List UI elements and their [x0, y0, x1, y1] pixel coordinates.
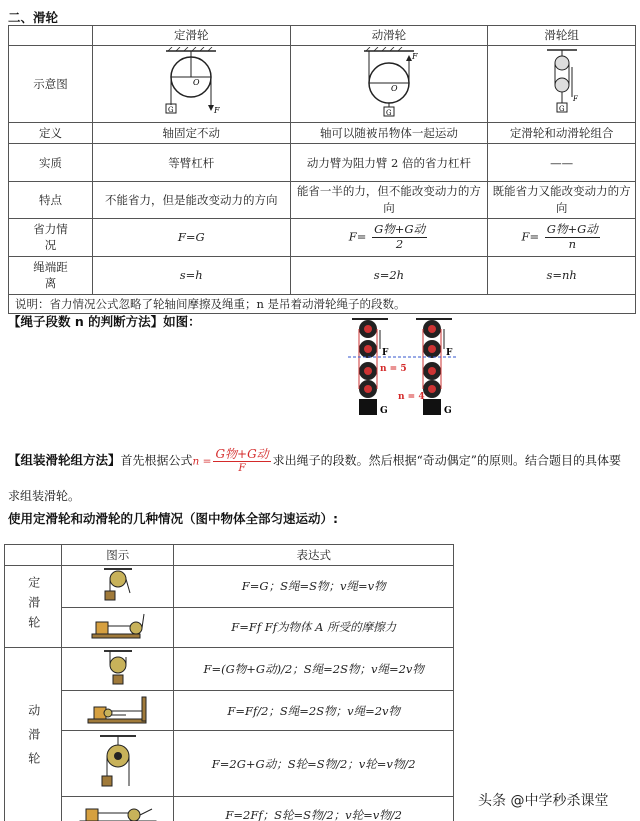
svg-text:F: F	[214, 105, 220, 115]
force-block: F= $\frac{\text{G物+G动}}{n}$	[488, 218, 636, 256]
n4-label: n = 4	[398, 392, 425, 402]
header-movable-pulley: 动滑轮	[290, 26, 488, 46]
left-g-label: G	[380, 406, 388, 416]
distance-movable: s=2h	[290, 256, 488, 294]
n5-label: n = 5	[380, 364, 407, 374]
usage-expr-1: F=G；S绳=S物；v绳=v物	[174, 566, 454, 608]
svg-text:G: G	[558, 104, 565, 113]
uses-title: 使用定滑轮和动滑轮的几种情况（图中物体全部匀速运动）:	[8, 511, 338, 526]
assembly-formula: $\frac{\text{G物+G动}}{F}$	[215, 447, 269, 475]
pulley-block-diagram	[488, 45, 636, 123]
assembly-title: 【组装滑轮组方法】	[8, 452, 121, 468]
force-fixed: F=G	[92, 218, 290, 256]
usage-diagram-5	[62, 731, 174, 797]
usage-expr-6: F=2Ff；S轮=S物/2；v轮=v物/2	[174, 797, 454, 821]
usage-expr-2: F=Ff Ff为物体 A 所受的摩擦力	[174, 607, 454, 647]
essence-movable: 动力臂为阻力臂 2 倍的省力杠杆	[290, 144, 488, 182]
assembly-text-after: 求出绳子的段数。然后根据“奇动偶定”的原则。结合题目的具体要	[272, 453, 621, 468]
definition-block: 定滑轮和动滑轮组合	[488, 123, 636, 144]
pulley-usage-table	[4, 544, 454, 821]
header-pulley-block: 滑轮组	[488, 26, 636, 46]
row-label-definition: 定义	[9, 123, 93, 144]
table-note: 说明：省力情况公式忽略了轮轴间摩擦及绳重；n 是吊着动滑轮绳子的段数。	[9, 294, 636, 314]
usage-diagram-3	[62, 647, 174, 691]
fixed-pulley-diagram	[92, 45, 290, 123]
distance-block: s=nh	[488, 256, 636, 294]
svg-text:G: G	[385, 108, 392, 117]
t2-header-empty	[5, 545, 62, 566]
usage-diagram-6	[62, 797, 174, 821]
usage-expr-3: F=(G物+G动)/2；S绳=2S物；v绳=2v物	[174, 647, 454, 691]
group-fixed-pulley: 定滑轮	[5, 566, 62, 648]
features-block: 既能省力又能改变动力的方向	[488, 182, 636, 218]
left-f-label: F	[382, 348, 389, 358]
svg-text:O: O	[390, 83, 398, 93]
svg-text:O: O	[193, 77, 200, 87]
distance-fixed: s=h	[92, 256, 290, 294]
right-f-label: F	[446, 348, 453, 358]
essence-block: ——	[488, 144, 636, 182]
assembly-line2: 求组装滑轮。	[8, 489, 81, 503]
assembly-paragraph	[8, 447, 636, 475]
header-fixed-pulley: 定滑轮	[92, 26, 290, 46]
pulley-comparison-table	[8, 25, 636, 314]
usage-diagram-2	[62, 607, 174, 647]
row-label-features: 特点	[9, 182, 93, 218]
force-movable: F= $\frac{\text{G物+G动}}{2}$	[290, 218, 488, 256]
features-fixed: 不能省力，但是能改变动力的方向	[92, 182, 290, 218]
usage-diagram-4	[62, 691, 174, 731]
movable-pulley-diagram	[290, 45, 488, 123]
usage-expr-5: F=2G+G动；S轮=S物/2；v轮=v物/2	[174, 731, 454, 797]
watermark: 头条 @中学秒杀课堂	[478, 793, 609, 809]
svg-text:F: F	[572, 94, 578, 103]
t2-header-expression: 表达式	[174, 545, 454, 566]
header-empty	[9, 26, 93, 46]
t2-header-diagram: 图示	[62, 545, 174, 566]
definition-fixed: 轴固定不动	[92, 123, 290, 144]
row-label-diagram: 示意图	[9, 45, 93, 123]
rope-count-diagram	[340, 315, 470, 425]
svg-text:G: G	[168, 105, 174, 114]
usage-expr-4: F=Ff/2；S绳=2S物；v绳=2v物	[174, 691, 454, 731]
row-label-force: 省力情况	[9, 218, 93, 256]
features-movable: 能省一半的力，但不能改变动力的方向	[290, 182, 488, 218]
section-title: 二、滑轮	[8, 10, 59, 25]
right-g-label: G	[444, 406, 452, 416]
usage-diagram-1	[62, 566, 174, 608]
svg-text:F: F	[411, 51, 418, 61]
essence-fixed: 等臂杠杆	[92, 144, 290, 182]
row-label-distance: 绳端距离	[9, 256, 93, 294]
rope-method-title: 【绳子段数 n 的判断方法】如图：	[8, 314, 201, 329]
group-movable-pulley: 动滑轮	[5, 647, 62, 821]
definition-movable: 轴可以随被吊物体一起运动	[290, 123, 488, 144]
assembly-text-before: 首先根据公式	[120, 453, 193, 468]
assembly-formula-left: n =	[192, 455, 212, 468]
row-label-essence: 实质	[9, 144, 93, 182]
